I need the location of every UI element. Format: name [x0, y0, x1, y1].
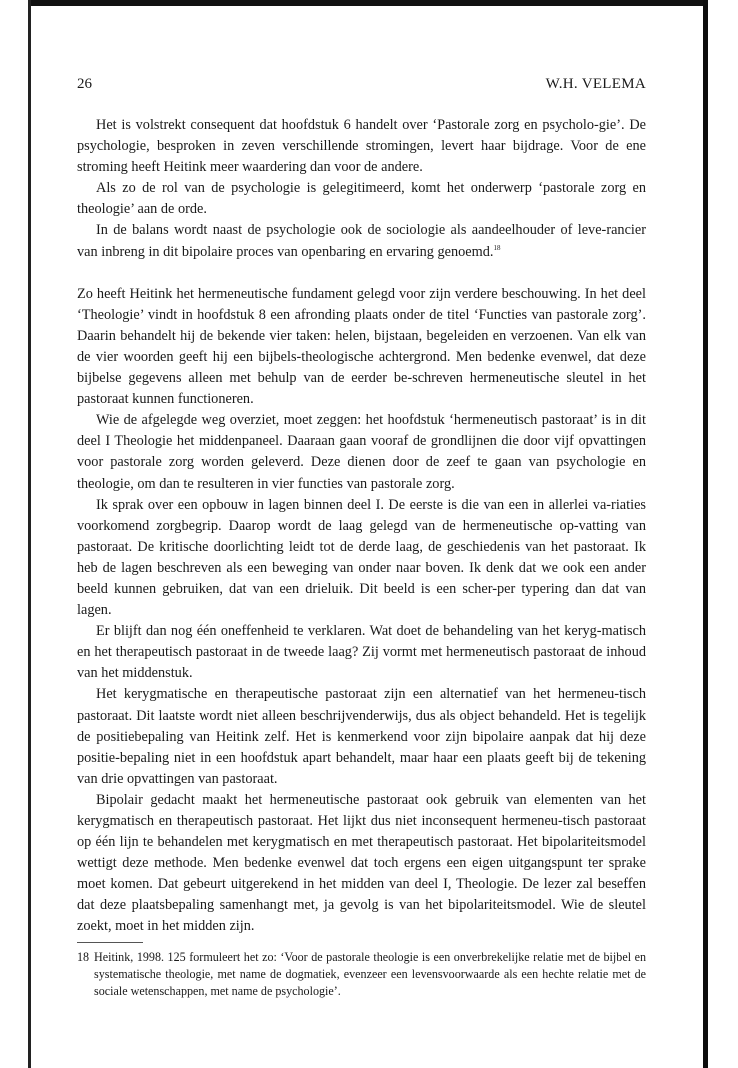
paragraph: Het is volstrekt consequent dat hoofdstuk 6 handelt over ‘Pastorale zorg en psycholo-gie’. De psychologie, besproken in zeven verschillende stromingen, levert haar bijdrage. Voor de ene stroming heeft Heitink meer waardering dan voor de andere. — [77, 117, 646, 176]
footnote — [77, 949, 646, 999]
paragraph: Bipolair gedacht maakt het hermeneutische pastoraat ook gebruik van elementen van het kerygmatisch en therapeutisch pastoraat. Het lijkt dus niet inconsequent hermeneu-tisch pastoraat op één lijn te behandelen met kerygmatisch en met therapeutisch pastoraat. Het bipolariteitsmodel wettigt deze methode. Men bedenke evenwel dat toch ergens een eigen uitgangspunt ter sprake moet komen. Dat gebeurt uitgerekend in het midden van deel I, Theologie. De lezer zal beseffen dat deze plaatsbepaling samenhangt met, ja gevolg is van het bipolariteitsmodel. Wie de sleutel zoekt, moet in het midden zijn. — [77, 791, 646, 935]
footnote-number: 18 — [77, 950, 90, 964]
scan-border-right — [703, 0, 708, 1068]
scan-border-top — [28, 0, 704, 6]
body-text — [77, 115, 646, 938]
paragraph: Het kerygmatische en therapeutische pastoraat zijn een alternatief van het hermeneu-tisch pastoraat. Dit laatste wordt niet alleen beschrijvenderwijs, dus als object behandeld. Het is tegelijk de positiebepaling van Heitink zelf. Het is kenmerkend voor zijn bipolaire aanpak dat hij deze positie-bepaling niet in een hoofdstuk apart behandelt, maar haar een plaats geeft bij de tekening van drie opvattingen van pastoraat. — [77, 686, 646, 787]
paragraph — [77, 220, 646, 262]
scan-border-left — [28, 0, 31, 1068]
paragraph: Zo heeft Heitink het hermeneutische fundament gelegd voor zijn verdere beschouwing. In het deel ‘Theologie’ vindt in hoofdstuk 8 een afronding plaats onder de titel ‘Functies van pastorale zorg’. Daarin behandelt hij de bekende vier taken: helen, bijstaan, begeleiden en verzoenen. Van elk van de vier woorden geeft hij een bijbels-theologische achtergrond. Men bedenke evenwel, dat deze bijbelse gegevens alleen met behulp van de eerder be-schreven hermeneutische sleutel in het pastoraat kunnen functioneren. — [77, 285, 646, 408]
footnote-reference[interactable]: 18 — [493, 243, 501, 252]
paragraph: Wie de afgelegde weg overziet, moet zeggen: het hoofdstuk ‘hermeneutisch pastoraat’ is in dit deel I Theologie het middenpaneel. Daaraan gaan vooraf de grondlijnen die door vijf opvattingen voor pastorale zorg worden geleverd. Deze dienen door de zeef te gaan van psychologie en theologie, om dan te resulteren in vier functies van pastorale zorg. — [77, 412, 646, 492]
author-header: W.H. VELEMA — [545, 76, 646, 92]
paragraph: Als zo de rol van de psychologie is gelegitimeerd, komt het onderwerp ‘pastorale zorg en theologie’ aan de orde. — [77, 180, 646, 218]
running-head — [77, 74, 646, 94]
paragraph-text: In de balans wordt naast de psychologie ook de sociologie als aandeelhouder of leve-rancier van inbreng in dit bipolaire proces van openbaring en ervaring genoemd. — [77, 222, 646, 260]
page-number: 26 — [77, 76, 92, 92]
footnote-rule — [77, 942, 143, 943]
paragraph: Er blijft dan nog één oneffenheid te verklaren. Wat doet de behandeling van het keryg-matisch en het therapeutisch pastoraat in de tweede laag? Zij vormt met hermeneutisch pastoraat de inhoud van het middenstuk. — [77, 623, 646, 682]
footnote-text: Heitink, 1998. 125 formuleert het zo: ‘Voor de pastorale theologie is een onverbrekelijke relatie met de bijbel en systematische theologie, met name de dogmatiek, evenzeer een levensvoorwaarde als een hechte relatie met de sociale wetenschappen, met name de psychologie’. — [94, 950, 646, 998]
paragraph: Ik sprak over een opbouw in lagen binnen deel I. De eerste is die van een in allerlei va-riaties voorkomend zorgbegrip. Daarop wordt de laag gelegd van de hermeneutische op-vatting van pastoraat. De kritische doorlichting leidt tot de derde laag, de geschiedenis van het pastoraat. Ik heb de lagen beschreven als een beweging van onder naar boven. Ik denk dat we ook een ander beeld kunnen gebruiken, dat van een drieluik. Dit beeld is een scher-per typering dan dat van lagen. — [77, 496, 646, 619]
